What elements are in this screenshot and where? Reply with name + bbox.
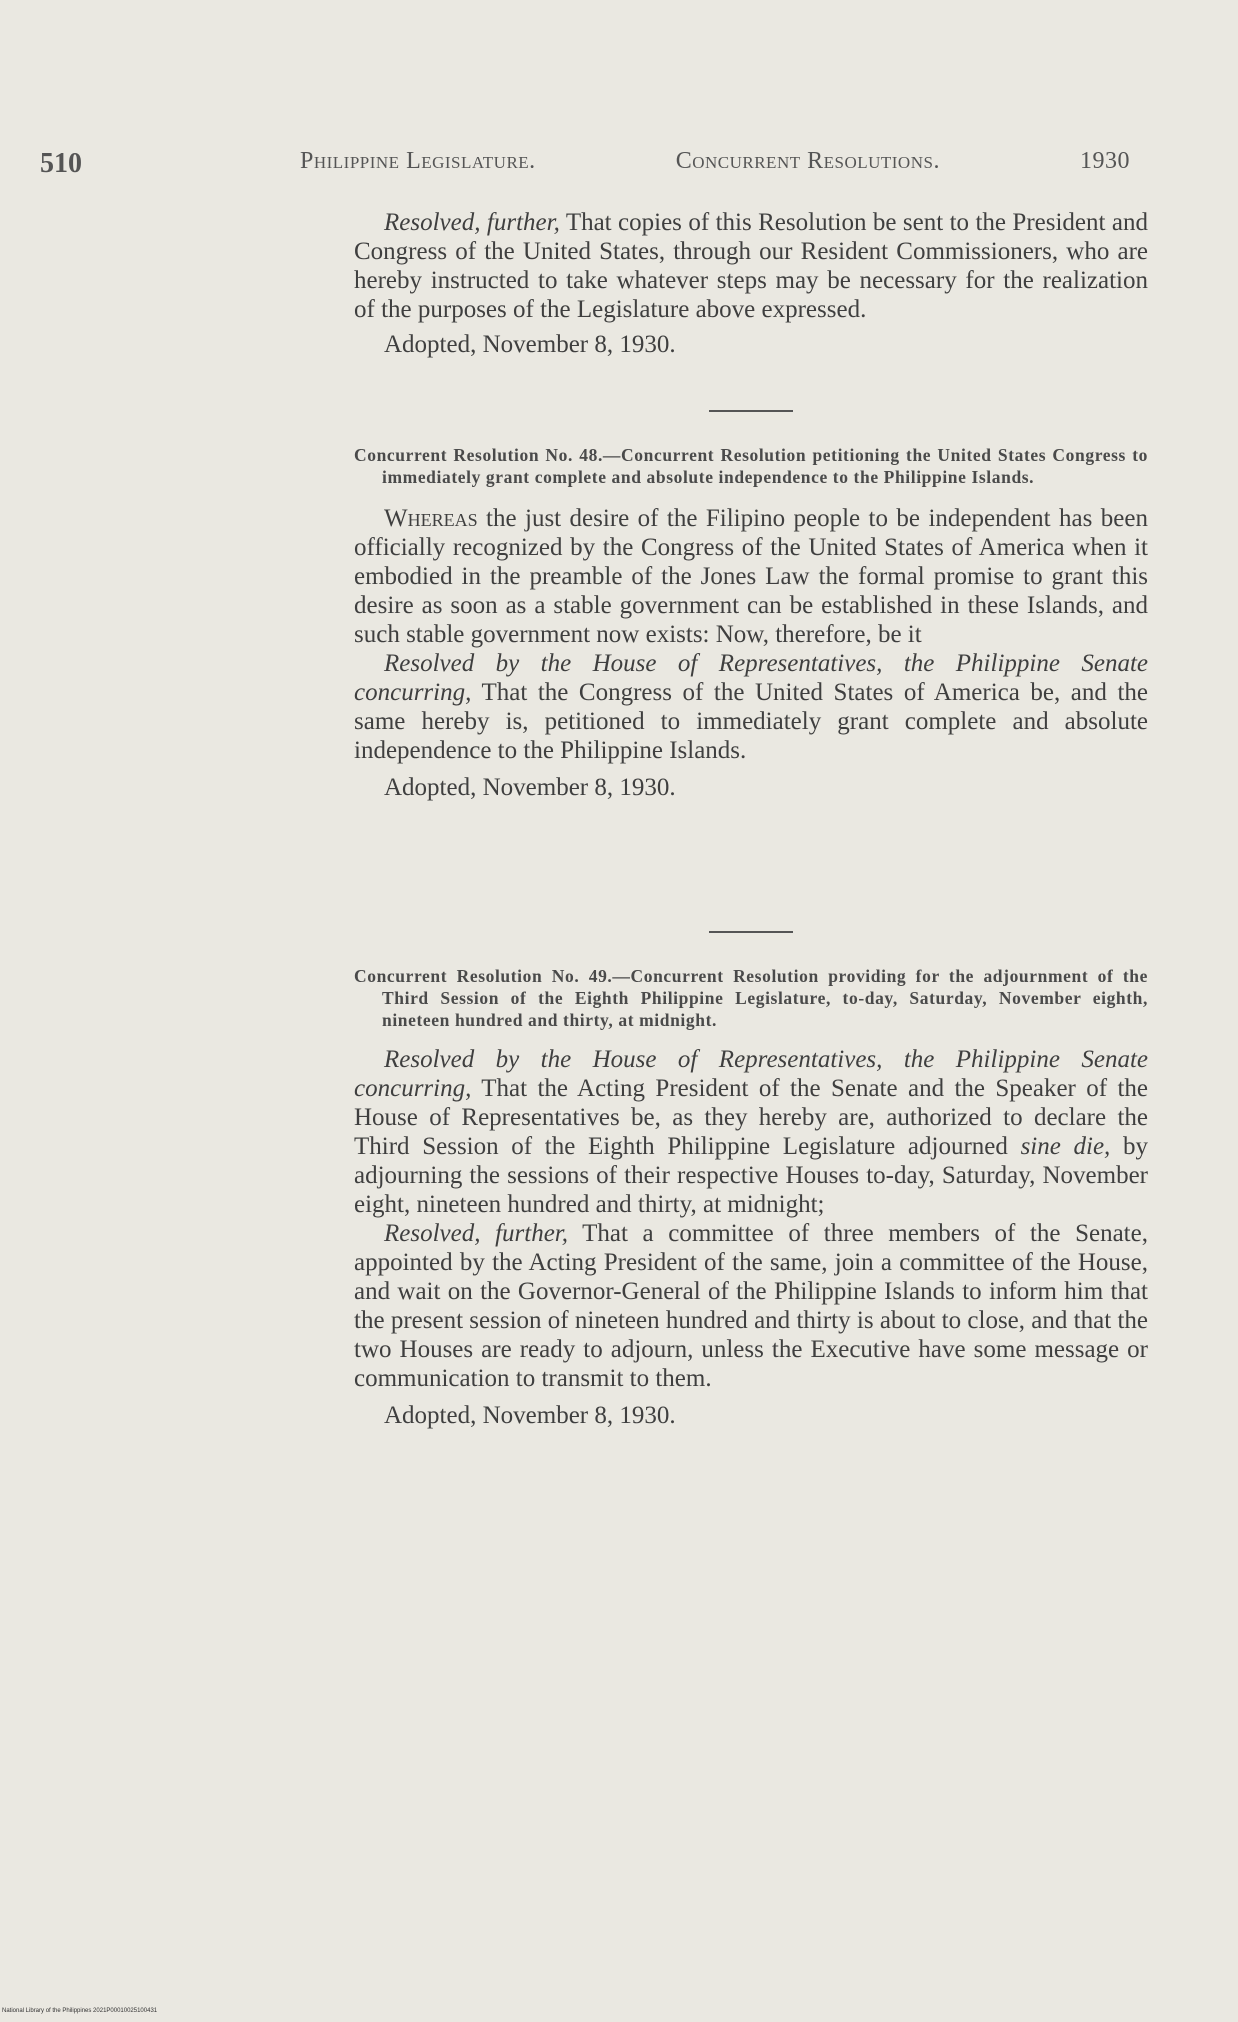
whereas-paragraph bbox=[354, 504, 1148, 649]
resolved-text-continued: by adjourning the sessions of their respective Houses to-day, Saturday, November eight, nineteen hundred and thirty, at midnight; bbox=[354, 1133, 1148, 1218]
page-number: 510 bbox=[40, 148, 82, 179]
resolution-49 bbox=[354, 965, 1148, 1430]
resolved-further-paragraph bbox=[354, 208, 1148, 324]
running-head-section: Concurrent Resolutions. bbox=[675, 148, 940, 174]
resolution-48-heading: Concurrent Resolution No. 48.—Concurrent Resolution petitioning the United States Congress to immediately grant complete and absolute independence to the Philippine Islands. bbox=[354, 445, 1148, 487]
adopted-line: Adopted, November 8, 1930. bbox=[384, 331, 676, 358]
resolution-48 bbox=[354, 444, 1148, 802]
resolved-label: Resolved by the House of Representatives, the Philippine Senate concurring, bbox=[354, 1046, 1148, 1102]
section-divider bbox=[354, 931, 1148, 933]
running-head-year: 1930 bbox=[1079, 148, 1130, 174]
resolved-label: Resolved by the House of Representatives, the Philippine Senate concurring, bbox=[354, 650, 1148, 706]
resolved-paragraph bbox=[354, 649, 1148, 765]
sine-die-text: sine die, bbox=[1020, 1133, 1111, 1160]
resolved-text: That the Congress of the United States of America be, and the same hereby is, petitioned to immediately grant complete and absolute independence to the Philippine Islands. bbox=[354, 679, 1148, 764]
resolved-label: Resolved, further, bbox=[384, 1220, 568, 1247]
resolved-label: Resolved, further, bbox=[384, 209, 560, 236]
resolved-further-paragraph bbox=[354, 1219, 1148, 1393]
adopted-line: Adopted, November 8, 1930. bbox=[384, 774, 676, 801]
whereas-label: Whereas bbox=[384, 505, 478, 532]
resolved-paragraph bbox=[354, 1045, 1148, 1219]
resolved-text: That the Acting President of the Senate and the Speaker of the House of Representatives be, as they hereby are, authorized to declare the Third Session of the Eighth Philippine Legislature adjourned bbox=[354, 1075, 1148, 1160]
running-head bbox=[300, 148, 1130, 175]
resolved-text: That a committee of three members of the Senate, appointed by the Acting President of the same, join a committee of the House, and wait on the Governor-General of the Philippine Islands to inform him that the present session of nineteen hundred and thirty is about to close, and that the two Houses are ready to adjourn, unless the Executive have some message or communication to transmit to them. bbox=[354, 1220, 1148, 1392]
running-head-title: Philippine Legislature. bbox=[300, 148, 536, 174]
adopted-line: Adopted, November 8, 1930. bbox=[384, 1402, 676, 1429]
divider-rule bbox=[709, 410, 793, 412]
closing-resolution-block bbox=[354, 208, 1148, 359]
divider-rule bbox=[709, 931, 793, 933]
scan-credit: National Library of the Philippines 2021P00010025100431 bbox=[2, 2008, 158, 2014]
whereas-text: the just desire of the Filipino people to be independent has been officially recognized by the Congress of the United States of America when it embodied in the preamble of the Jones Law the formal promise to grant this desire as soon as a stable government can be established in these Islands, and such stable government now exists: Now, therefore, be it bbox=[354, 505, 1148, 648]
resolution-49-heading: Concurrent Resolution No. 49.—Concurrent Resolution providing for the adjournment of the Third Session of the Eighth Philippine Legislature, to-day, Saturday, November eighth, nineteen hundred and thirty, at midnight. bbox=[354, 966, 1148, 1030]
section-divider bbox=[354, 410, 1148, 412]
resolved-text: That copies of this Resolution be sent to the President and Congress of the United States, through our Resident Commissioners, who are hereby instructed to take whatever steps may be necessary for the realization of the purposes of the Legislature above expressed. bbox=[354, 209, 1148, 323]
